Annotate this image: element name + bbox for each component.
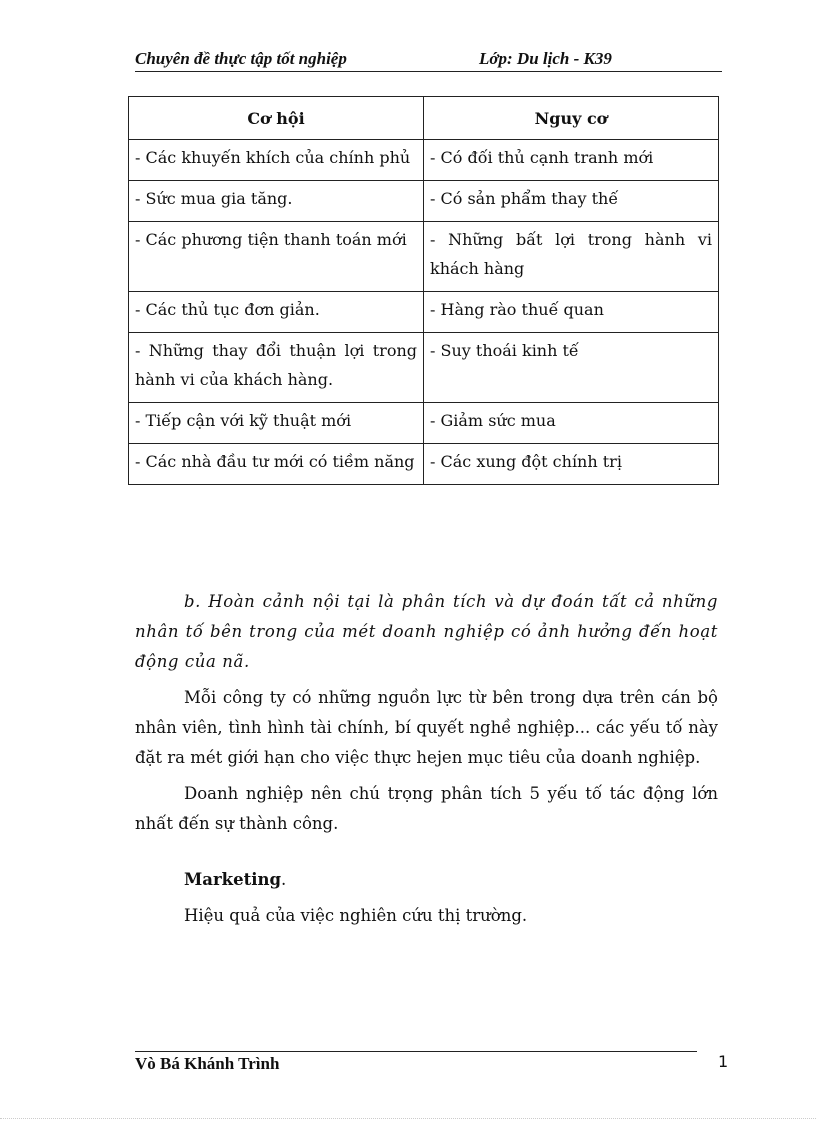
class-info: Lớp: Du lịch - K39 xyxy=(479,49,612,68)
marketing-heading-text: Marketing xyxy=(184,870,282,889)
table-row xyxy=(129,222,719,292)
threat-cell: - Giảm sức mua xyxy=(424,403,719,444)
opportunity-cell: - Các phương tiện thanh toán mới xyxy=(129,222,424,292)
threat-cell: - Có sản phẩm thay thế xyxy=(424,181,719,222)
table-header-row xyxy=(129,97,719,140)
threat-cell: - Những bất lợi trong hành vi khách hàng xyxy=(424,222,719,292)
opportunity-cell: - Các nhà đầu tư mới có tiềm năng xyxy=(129,444,424,485)
opportunity-cell: - Sức mua gia tăng. xyxy=(129,181,424,222)
table-row xyxy=(129,140,719,181)
page-number: 1 xyxy=(718,1052,729,1071)
threat-cell: - Các xung đột chính trị xyxy=(424,444,719,485)
table-row xyxy=(129,333,719,403)
threat-cell: - Hàng rào thuế quan xyxy=(424,292,719,333)
threat-cell: - Có đối thủ cạnh tranh mới xyxy=(424,140,719,181)
footer-divider xyxy=(135,1051,697,1052)
opportunity-cell: - Những thay đổi thuận lợi trong hành vi của khách hàng. xyxy=(129,333,424,403)
marketing-heading-period: . xyxy=(281,870,287,889)
opportunity-cell: - Các thủ tục đơn giản. xyxy=(129,292,424,333)
table-row xyxy=(129,403,719,444)
opportunity-threat-table xyxy=(128,96,719,485)
section-heading-marketing xyxy=(135,865,718,895)
document-title: Chuyên đề thực tập tốt nghiệp xyxy=(135,49,347,68)
column-header-threat: Nguy cơ xyxy=(424,97,719,140)
table-row xyxy=(129,181,719,222)
body-text xyxy=(135,587,718,937)
opportunity-cell: - Tiếp cận với kỹ thuật mới xyxy=(129,403,424,444)
opportunity-cell: - Các khuyến khích của chính phủ xyxy=(129,140,424,181)
page-header xyxy=(135,49,722,72)
table-row xyxy=(129,292,719,333)
page-bottom-edge xyxy=(0,1118,816,1119)
author-name: Vò Bá Khánh Trình xyxy=(135,1054,280,1073)
paragraph-five-factors: Doanh nghiệp nên chú trọng phân tích 5 yếu tố tác động lớn nhất đến sự thành công. xyxy=(135,784,718,833)
paragraph-internal-environment: b. Hoàn cảnh nội tại là phân tích và dự đoán tất cả những nhân tố bên trong của mét doanh nghiệp có ảnh hưởng đến hoạt động của nã. xyxy=(135,592,718,671)
column-header-opportunity: Cơ hội xyxy=(129,97,424,140)
paragraph-market-research: Hiệu quả của việc nghiên cứu thị trường. xyxy=(184,906,528,925)
threat-cell: - Suy thoái kinh tế xyxy=(424,333,719,403)
table-row xyxy=(129,444,719,485)
paragraph-internal-resources: Mỗi công ty có những nguồn lực từ bên trong dựa trên cán bộ nhân viên, tình hình tài chính, bí quyết nghề nghiệp... các yếu tố này đặt ra mét giới hạn cho việc thực hejen mục tiêu của doanh nghiệp. xyxy=(135,688,718,767)
